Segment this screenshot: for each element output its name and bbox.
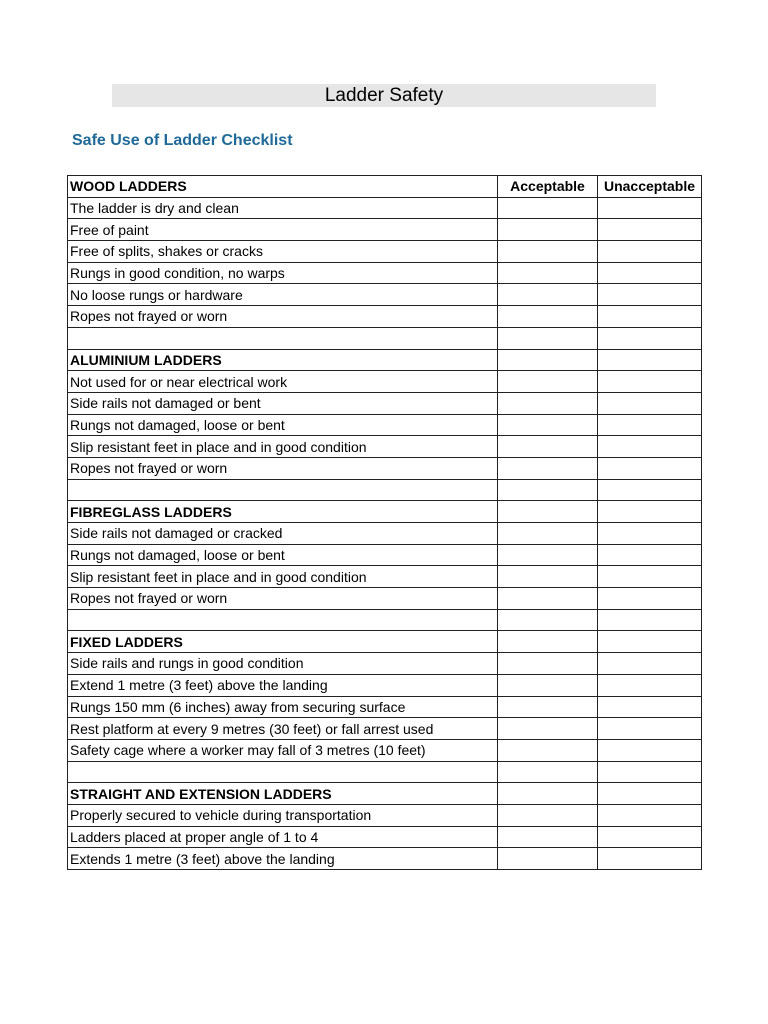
checklist-item-label: Free of paint (68, 219, 498, 241)
checklist-row (68, 306, 702, 328)
unacceptable-cell[interactable] (598, 761, 702, 783)
checklist-row (68, 804, 702, 826)
unacceptable-cell[interactable] (598, 718, 702, 740)
ladder-checklist-table (67, 175, 702, 870)
section-header-row (68, 501, 702, 523)
checklist-item-label: Slip resistant feet in place and in good condition (68, 566, 498, 588)
section-title: FIXED LADDERS (68, 631, 498, 653)
checklist-item-label (68, 479, 498, 501)
checklist-item-label: Ropes not frayed or worn (68, 588, 498, 610)
acceptable-cell[interactable] (498, 588, 598, 610)
checklist-item-label (68, 327, 498, 349)
checklist-row (68, 826, 702, 848)
page-title-text: Ladder Safety (324, 85, 444, 106)
blank-row (68, 479, 702, 501)
acceptable-cell[interactable] (498, 544, 598, 566)
acceptable-cell[interactable] (498, 761, 598, 783)
unacceptable-cell[interactable] (598, 262, 702, 284)
acceptable-cell[interactable] (498, 327, 598, 349)
acceptable-cell[interactable] (498, 414, 598, 436)
acceptable-cell[interactable] (498, 392, 598, 414)
checklist-row (68, 848, 702, 870)
unacceptable-cell[interactable] (598, 674, 702, 696)
checklist-row (68, 371, 702, 393)
checklist-item-label: Extend 1 metre (3 feet) above the landing (68, 674, 498, 696)
section-header-row (68, 349, 702, 371)
checklist-item-label: Properly secured to vehicle during transportation (68, 804, 498, 826)
acceptable-cell[interactable] (498, 349, 598, 371)
checklist-item-label: Ropes not frayed or worn (68, 306, 498, 328)
checklist-item-label: Rungs not damaged, loose or bent (68, 414, 498, 436)
unacceptable-cell[interactable] (598, 197, 702, 219)
checklist-item-label: Slip resistant feet in place and in good condition (68, 436, 498, 458)
unacceptable-cell[interactable] (598, 739, 702, 761)
checklist-item-label: Side rails and rungs in good condition (68, 653, 498, 675)
checklist-row (68, 523, 702, 545)
checklist-row (68, 241, 702, 263)
checklist-item-label: Side rails not damaged or bent (68, 392, 498, 414)
checklist-row (68, 674, 702, 696)
section-title: FIBREGLASS LADDERS (68, 501, 498, 523)
acceptable-cell[interactable] (498, 523, 598, 545)
acceptable-cell[interactable] (498, 501, 598, 523)
unacceptable-cell[interactable] (598, 783, 702, 805)
unacceptable-cell[interactable] (598, 327, 702, 349)
unacceptable-column-header: Unacceptable (598, 176, 702, 198)
blank-row (68, 761, 702, 783)
checklist-item-label: Ladders placed at proper angle of 1 to 4 (68, 826, 498, 848)
acceptable-cell[interactable] (498, 826, 598, 848)
checklist-subtitle: Safe Use of Ladder Checklist (72, 132, 293, 149)
checklist-row (68, 262, 702, 284)
unacceptable-cell[interactable] (598, 219, 702, 241)
unacceptable-cell[interactable] (598, 848, 702, 870)
acceptable-cell[interactable] (498, 479, 598, 501)
blank-row (68, 609, 702, 631)
acceptable-cell[interactable] (498, 804, 598, 826)
checklist-row (68, 739, 702, 761)
acceptable-cell[interactable] (498, 306, 598, 328)
acceptable-column-header: Acceptable (498, 176, 598, 198)
acceptable-cell[interactable] (498, 848, 598, 870)
checklist-row (68, 284, 702, 306)
unacceptable-cell[interactable] (598, 804, 702, 826)
acceptable-cell[interactable] (498, 371, 598, 393)
checklist-row (68, 197, 702, 219)
unacceptable-cell[interactable] (598, 653, 702, 675)
checklist-row (68, 718, 702, 740)
unacceptable-cell[interactable] (598, 457, 702, 479)
unacceptable-cell[interactable] (598, 414, 702, 436)
checklist-row (68, 696, 702, 718)
section-header-row (68, 631, 702, 653)
checklist-row (68, 544, 702, 566)
acceptable-cell[interactable] (498, 783, 598, 805)
checklist-row (68, 219, 702, 241)
checklist-item-label: Extends 1 metre (3 feet) above the landing (68, 848, 498, 870)
acceptable-cell[interactable] (498, 219, 598, 241)
section-title: STRAIGHT AND EXTENSION LADDERS (68, 783, 498, 805)
unacceptable-cell[interactable] (598, 523, 702, 545)
checklist-item-label (68, 761, 498, 783)
acceptable-cell[interactable] (498, 197, 598, 219)
unacceptable-cell[interactable] (598, 436, 702, 458)
unacceptable-cell[interactable] (598, 349, 702, 371)
acceptable-cell[interactable] (498, 262, 598, 284)
acceptable-cell[interactable] (498, 284, 598, 306)
unacceptable-cell[interactable] (598, 371, 702, 393)
checklist-row (68, 436, 702, 458)
checklist-row (68, 457, 702, 479)
checklist-row (68, 566, 702, 588)
checklist-row (68, 588, 702, 610)
checklist-item-label: Rungs not damaged, loose or bent (68, 544, 498, 566)
acceptable-cell[interactable] (498, 718, 598, 740)
checklist-row (68, 653, 702, 675)
unacceptable-cell[interactable] (598, 566, 702, 588)
unacceptable-cell[interactable] (598, 241, 702, 263)
checklist-item-label (68, 609, 498, 631)
unacceptable-cell[interactable] (598, 696, 702, 718)
unacceptable-cell[interactable] (598, 392, 702, 414)
acceptable-cell[interactable] (498, 241, 598, 263)
acceptable-cell[interactable] (498, 674, 598, 696)
checklist-row (68, 392, 702, 414)
checklist-item-label: Ropes not frayed or worn (68, 457, 498, 479)
unacceptable-cell[interactable] (598, 544, 702, 566)
acceptable-cell[interactable] (498, 631, 598, 653)
checklist-item-label: Rungs in good condition, no warps (68, 262, 498, 284)
checklist-item-label: Rungs 150 mm (6 inches) away from securing surface (68, 696, 498, 718)
checklist-item-label: Safety cage where a worker may fall of 3 metres (10 feet) (68, 739, 498, 761)
checklist-item-label: Side rails not damaged or cracked (68, 523, 498, 545)
acceptable-cell[interactable] (498, 653, 598, 675)
checklist-item-label: Free of splits, shakes or cracks (68, 241, 498, 263)
acceptable-cell[interactable] (498, 696, 598, 718)
acceptable-cell[interactable] (498, 609, 598, 631)
unacceptable-cell[interactable] (598, 284, 702, 306)
checklist-item-label: Rest platform at every 9 metres (30 feet) or fall arrest used (68, 718, 498, 740)
section-header-row (68, 176, 702, 198)
unacceptable-cell[interactable] (598, 479, 702, 501)
unacceptable-cell[interactable] (598, 306, 702, 328)
checklist-item-label: Not used for or near electrical work (68, 371, 498, 393)
blank-row (68, 327, 702, 349)
acceptable-cell[interactable] (498, 566, 598, 588)
acceptable-cell[interactable] (498, 457, 598, 479)
page-title (112, 84, 656, 107)
section-title: WOOD LADDERS (68, 176, 498, 198)
unacceptable-cell[interactable] (598, 501, 702, 523)
checklist-item-label: No loose rungs or hardware (68, 284, 498, 306)
unacceptable-cell[interactable] (598, 631, 702, 653)
checklist-item-label: The ladder is dry and clean (68, 197, 498, 219)
acceptable-cell[interactable] (498, 436, 598, 458)
section-header-row (68, 783, 702, 805)
unacceptable-cell[interactable] (598, 609, 702, 631)
section-title: ALUMINIUM LADDERS (68, 349, 498, 371)
checklist-row (68, 414, 702, 436)
acceptable-cell[interactable] (498, 739, 598, 761)
unacceptable-cell[interactable] (598, 588, 702, 610)
unacceptable-cell[interactable] (598, 826, 702, 848)
